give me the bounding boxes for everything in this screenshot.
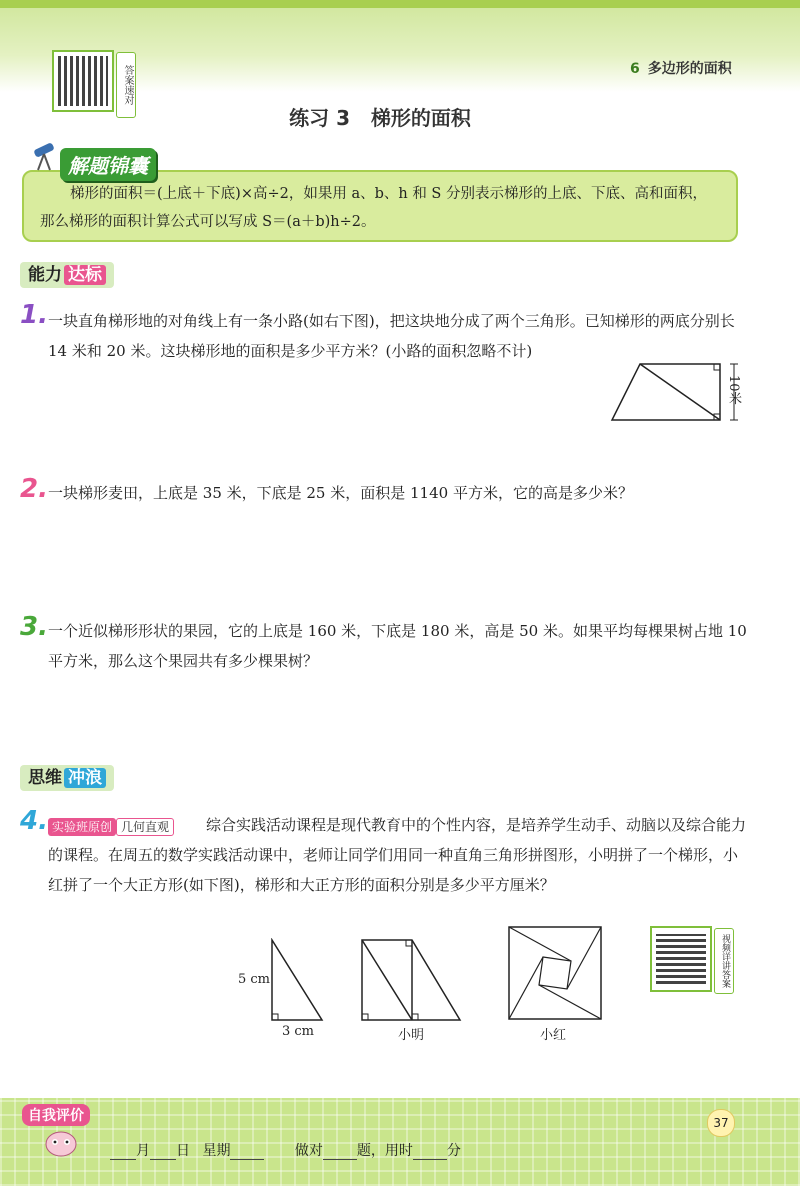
tips-badge: 解题锦囊: [60, 148, 156, 181]
chapter-title: 多边形的面积: [647, 61, 732, 77]
video-qr-label: 视频详讲答案: [714, 928, 734, 994]
xiaoming-label: 小明: [398, 1028, 425, 1043]
chapter-heading: [630, 58, 732, 78]
section-label: 思维: [28, 768, 62, 788]
trapezoid-xiaoming-figure: [360, 938, 462, 1024]
month-label: 月: [136, 1143, 150, 1159]
telescope-icon: [30, 140, 58, 172]
tips-text: 梯形的面积＝(上底＋下底)×高÷2，如果用 a、b、h 和 S 分别表示梯形的上底、下底、高和面积，那么梯形的面积计算公式可以写成 S＝(a＋b)h÷2。: [40, 186, 707, 230]
day-label: 日: [176, 1143, 190, 1159]
question-1-text: 一块直角梯形地的对角线上有一条小路(如右下图)，把这块地分成了两个三角形。已知梯形的两底分别长 14 米和 20 米。这块梯形地的面积是多少平方米？(小路的面积忽略不计): [48, 312, 735, 360]
question-2-text: 一块梯形麦田，上底是 35 米，下底是 25 米，面积是 1140 平方米，它的高是多少米？: [48, 484, 633, 502]
minutes-label: 分: [446, 1143, 461, 1159]
section-label-highlight: 达标: [64, 265, 106, 285]
correct-label: 做对: [294, 1143, 323, 1159]
mascot-icon: [44, 1128, 78, 1158]
tag-original: 实验班原创: [48, 818, 116, 836]
section-header-thinking: [20, 765, 114, 791]
question-3-text: 一个近似梯形形状的果园，它的上底是 160 米，下底是 180 米，高是 50 米。如果平均每棵果树占地 10 平方米，那么这个果园共有多少棵果树？: [48, 622, 747, 670]
qr-label: 答案速对: [116, 52, 136, 118]
question-number-3: 3.: [20, 612, 48, 642]
page-number: 37: [707, 1109, 735, 1137]
right-triangle-figure: [270, 938, 326, 1024]
weekday-label: 星期: [202, 1143, 231, 1159]
triangle-base-label: 3 cm: [282, 1024, 315, 1039]
tag-geometry: 几何直观: [116, 818, 174, 836]
question-number-1: 1.: [20, 300, 48, 330]
video-qr-code[interactable]: [650, 926, 712, 992]
section-header-ability: [20, 262, 114, 288]
page-title: 练习 3 梯形的面积: [289, 106, 471, 130]
height-label: 10米: [726, 375, 741, 405]
questions-label: 题，用时: [356, 1143, 413, 1159]
question-number-2: 2.: [20, 474, 48, 504]
xiaohong-label: 小红: [540, 1028, 567, 1043]
section-label: 能力: [28, 265, 62, 285]
square-xiaohong-figure: [507, 925, 603, 1021]
question-number-4: 4.: [20, 806, 48, 836]
question-4-text: 综合实践活动课程是现代教育中的个性内容，是培养学生动手、动脑以及综合能力的课程。在周五的数学实践活动课中，老师让同学们用同一种直角三角形拼图形，小明拼了一个梯形，小红拼了一个大正方形(如下图)，梯形和大正方形的面积分别是多少平方厘米？: [48, 816, 747, 894]
self-eval-line: [110, 1140, 461, 1160]
triangle-height-label: 5 cm: [238, 972, 271, 987]
section-label-highlight: 冲浪: [64, 768, 106, 788]
self-eval-badge: 自我评价: [22, 1104, 90, 1126]
chapter-number: 6: [630, 61, 640, 77]
question-4-tags: [48, 816, 180, 836]
